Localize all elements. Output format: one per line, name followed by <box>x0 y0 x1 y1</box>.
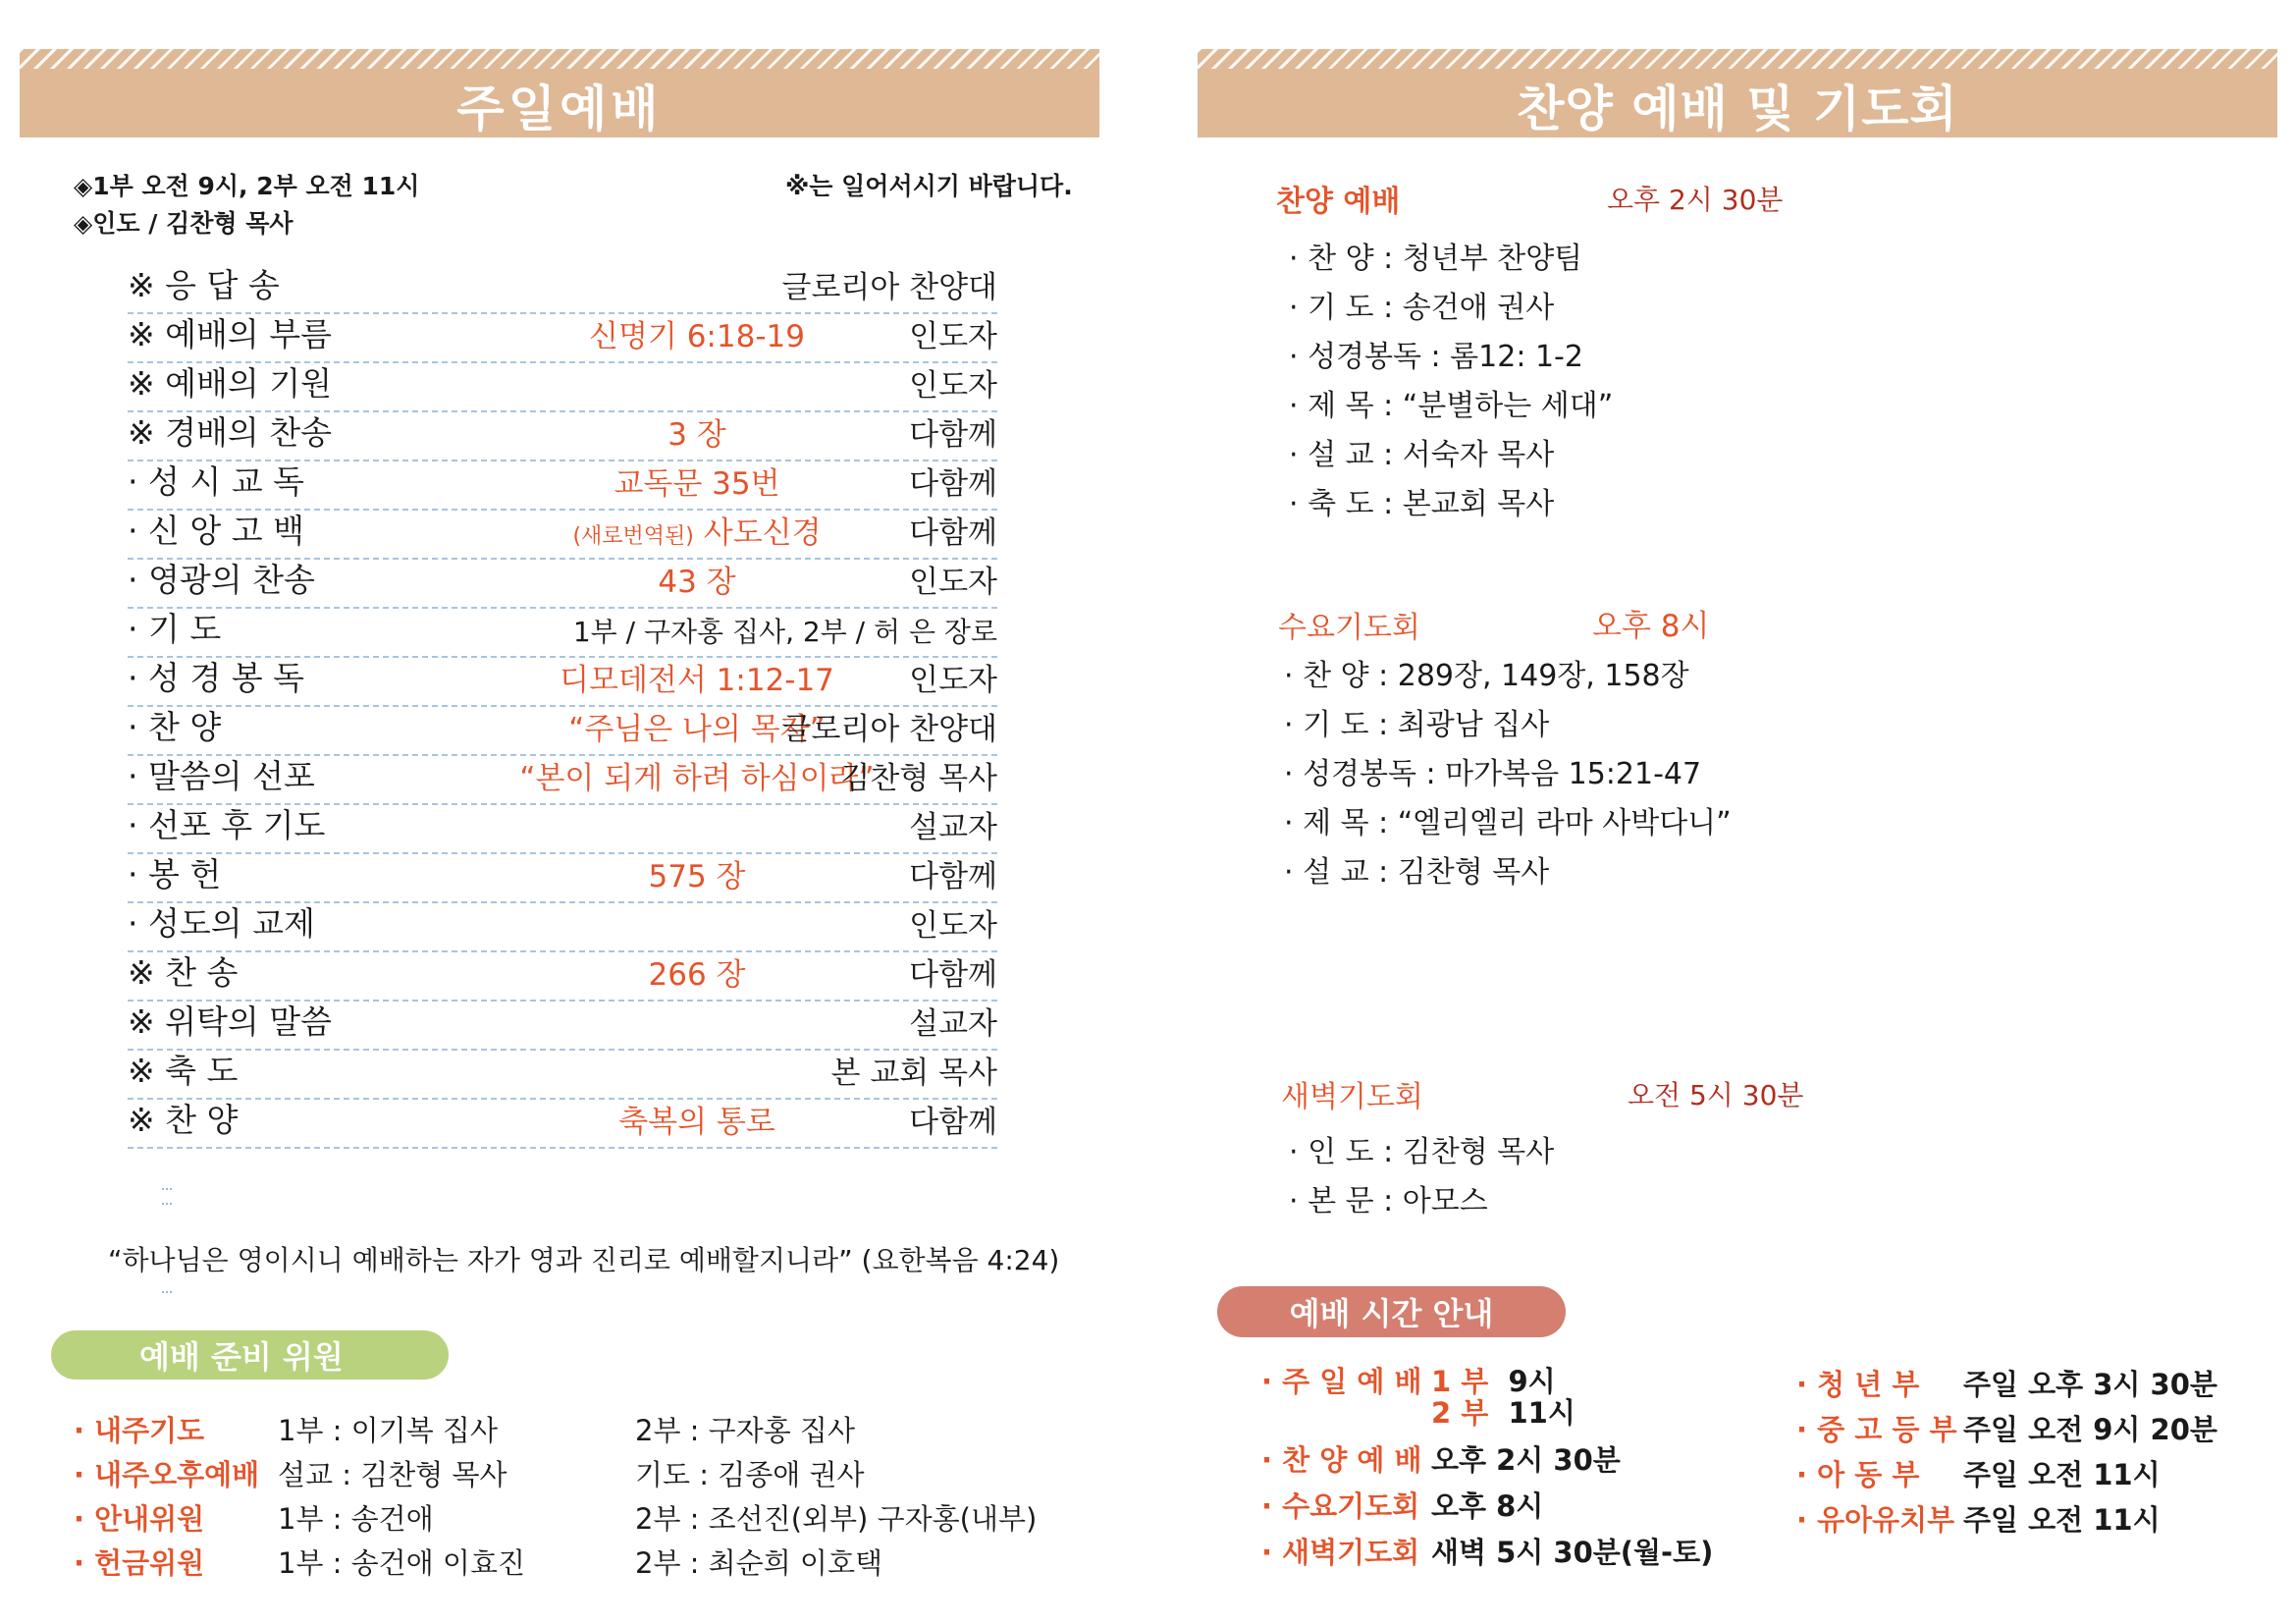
schedule-time: 주일 오후 3시 30분 <box>1963 1368 2217 1401</box>
order-scripture: 266 장 <box>648 957 746 993</box>
divider-dots <box>162 1188 172 1192</box>
order-row <box>128 656 997 707</box>
order-row <box>128 852 997 903</box>
schedule-sub: 1 부 <box>1431 1365 1489 1398</box>
prep-row <box>74 1497 204 1538</box>
schedule-time: 오후 8시 <box>1431 1489 1544 1523</box>
order-item: · 찬 양 <box>128 708 222 746</box>
wednesday-prayer-title: 수요기도회 <box>1278 611 1420 645</box>
order-item: · 성 시 교 독 <box>128 462 304 501</box>
dawn-prayer-title: 새벽기도회 <box>1281 1080 1423 1114</box>
prep-label: · 내주오후예배 <box>74 1458 260 1491</box>
wednesday-detail: · 기 도 : 최광남 집사 <box>1284 708 1550 742</box>
order-leader: 다함께 <box>909 957 997 993</box>
order-leader: 1부 / 구자홍 집사, 2부 / 허 은 장로 <box>572 616 997 648</box>
order-leader: 글로리아 찬양대 <box>781 270 997 305</box>
right-page-title: 찬양 예배 및 기도회 <box>1517 81 1958 137</box>
prep-col1: 1부 : 송건애 이효진 <box>278 1546 525 1580</box>
order-row <box>128 263 997 314</box>
schedule-row <box>1431 1391 1575 1432</box>
divider-dots <box>162 1203 172 1207</box>
praise-detail: · 설 교 : 서숙자 목사 <box>1289 438 1555 472</box>
dawn-detail: · 본 문 : 아모스 <box>1289 1184 1488 1218</box>
wednesday-detail: · 성경봉독 : 마가복음 15:21-47 <box>1284 757 1702 791</box>
order-item: · 영광의 찬송 <box>128 561 315 599</box>
schedule-row <box>1796 1453 1919 1493</box>
left-page-title: 주일예배 <box>456 81 663 137</box>
schedule-time: 새벽 5시 30분(월-토) <box>1431 1536 1714 1569</box>
order-scripture <box>501 508 893 552</box>
praise-detail: · 성경봉독 : 롬12: 1-2 <box>1289 340 1583 374</box>
order-row <box>128 558 997 609</box>
dawn-detail: · 인 도 : 김찬형 목사 <box>1289 1135 1555 1169</box>
wednesday-detail: · 제 목 : “엘리엘리 라마 사박다니” <box>1284 806 1732 840</box>
order-leader: 인도자 <box>909 565 997 600</box>
prep-col2: 2부 : 조선진(외부) 구자홍(내부) <box>635 1502 1038 1536</box>
prep-row <box>74 1409 204 1449</box>
order-item: ※ 축 도 <box>128 1052 239 1090</box>
schedule-time: 주일 오전 9시 20분 <box>1963 1413 2217 1446</box>
schedule-row <box>1261 1360 1421 1400</box>
praise-service-title: 찬양 예배 <box>1276 185 1401 219</box>
prep-col2: 기도 : 김종애 권사 <box>635 1458 865 1491</box>
schedule-label: · 새벽기도회 <box>1261 1536 1420 1569</box>
order-row <box>128 901 997 952</box>
prep-col1: 설교 : 김찬형 목사 <box>278 1458 507 1491</box>
order-row <box>128 1098 997 1149</box>
prep-committee-title: 예배 준비 위원 <box>51 1330 449 1380</box>
order-scripture: 축복의 통로 <box>618 1105 775 1140</box>
order-scripture: 디모데전서 1:12-17 <box>560 663 834 698</box>
order-leader: 인도자 <box>909 663 997 698</box>
standing-note: ※는 일어서시기 바랍니다. <box>785 172 1073 200</box>
order-row <box>128 754 997 805</box>
order-leader: 설교자 <box>909 1006 997 1042</box>
schedule-row <box>1796 1408 1956 1448</box>
praise-detail: · 축 도 : 본교회 목사 <box>1289 487 1555 521</box>
schedule-row <box>1261 1531 1419 1571</box>
wednesday-detail: · 찬 양 : 289장, 149장, 158장 <box>1284 659 1689 693</box>
order-row <box>128 1000 997 1051</box>
prep-row <box>74 1542 204 1582</box>
schedule-label: · 수요기도회 <box>1261 1489 1420 1523</box>
order-item: · 성 경 봉 독 <box>128 659 304 697</box>
prep-col1: 1부 : 이기복 집사 <box>278 1414 498 1447</box>
service-times: ◈1부 오전 9시, 2부 오전 11시 <box>74 172 420 200</box>
right-title-bar <box>1198 49 2277 137</box>
order-scripture: “주님은 나의 목자” <box>568 712 826 747</box>
order-item: ※ 응 답 송 <box>128 266 280 304</box>
order-leader: 본 교회 목사 <box>830 1056 997 1091</box>
order-item: · 말씀의 선포 <box>128 757 315 795</box>
order-row <box>128 509 997 560</box>
order-item: · 봉 헌 <box>128 855 222 893</box>
service-leader: ◈인도 / 김찬형 목사 <box>74 209 294 238</box>
praise-detail: · 기 도 : 송건애 권사 <box>1289 291 1555 325</box>
order-row <box>128 460 997 511</box>
schedule-label: · 아 동 부 <box>1796 1458 1920 1491</box>
order-row <box>128 361 997 412</box>
bible-quote: “하나님은 영이시니 예배하는 자가 영과 진리로 예배할지니라” (요한복음 4:24) <box>108 1244 1060 1276</box>
order-row <box>128 705 997 756</box>
order-item: ※ 위탁의 말씀 <box>128 1002 333 1041</box>
order-item: · 신 앙 고 백 <box>128 512 304 550</box>
order-item: ※ 예배의 기원 <box>128 364 333 403</box>
order-scripture: 575 장 <box>648 859 746 894</box>
praise-detail: · 제 목 : “분별하는 세대” <box>1289 389 1614 423</box>
order-leader: 다함께 <box>909 515 997 551</box>
prep-row <box>74 1453 259 1493</box>
divider-dots <box>162 1291 172 1295</box>
order-scripture: 신명기 6:18-19 <box>589 319 805 354</box>
order-item: · 성도의 교제 <box>128 904 315 943</box>
prep-col2: 2부 : 최순희 이호택 <box>635 1546 882 1580</box>
order-row <box>128 1049 997 1100</box>
left-title-bar <box>20 49 1099 137</box>
schedule-row <box>1261 1485 1419 1525</box>
schedule-time: 주일 오전 11시 <box>1963 1503 2161 1537</box>
order-row <box>128 803 997 854</box>
order-leader: 설교자 <box>909 810 997 845</box>
order-leader: 글로리아 찬양대 <box>781 712 997 747</box>
order-row <box>128 950 997 1001</box>
schedule-row <box>1796 1498 1954 1539</box>
order-item: ※ 찬 송 <box>128 953 239 992</box>
schedule-label: · 유아유치부 <box>1796 1503 1955 1537</box>
wednesday-detail: · 설 교 : 김찬형 목사 <box>1284 855 1550 890</box>
scripture-prefix: (새로번역된) <box>572 524 694 549</box>
praise-detail: · 찬 양 : 청년부 찬양팀 <box>1289 242 1583 276</box>
schedule-time: 11시 <box>1508 1396 1575 1430</box>
schedule-label: · 중 고 등 부 <box>1796 1413 1957 1446</box>
order-scripture: 3 장 <box>667 417 726 453</box>
schedule-time: 오후 2시 30분 <box>1431 1443 1621 1477</box>
order-scripture: 43 장 <box>658 565 736 600</box>
schedule-title: 예배 시간 안내 <box>1217 1286 1566 1337</box>
order-leader: 다함께 <box>909 859 997 894</box>
order-leader: 인도자 <box>909 319 997 354</box>
schedule-row <box>1796 1363 1919 1403</box>
prep-label: · 헌금위원 <box>74 1546 205 1580</box>
order-leader: 김찬형 목사 <box>840 761 997 796</box>
order-item: ※ 경배의 찬송 <box>128 413 333 452</box>
schedule-time: 주일 오전 11시 <box>1963 1458 2161 1491</box>
wednesday-prayer-time: 오후 8시 <box>1592 609 1710 644</box>
prep-col1: 1부 : 송건애 <box>278 1502 434 1536</box>
dawn-prayer-time: 오전 5시 30분 <box>1628 1079 1804 1111</box>
order-leader: 다함께 <box>909 466 997 502</box>
order-row <box>128 410 997 461</box>
order-item: ※ 예배의 부름 <box>128 315 333 353</box>
prep-col2: 2부 : 구자홍 집사 <box>635 1414 855 1447</box>
schedule-time: 9시 <box>1508 1365 1556 1398</box>
prep-label: · 내주기도 <box>74 1414 205 1447</box>
schedule-label: · 찬 양 예 배 <box>1261 1443 1422 1477</box>
order-leader: 다함께 <box>909 417 997 453</box>
order-leader: 다함께 <box>909 1105 997 1140</box>
order-row <box>128 607 997 658</box>
schedule-label: · 주 일 예 배 <box>1261 1365 1422 1398</box>
order-scripture: 교독문 35번 <box>614 466 780 502</box>
schedule-row <box>1261 1438 1421 1479</box>
order-item: · 기 도 <box>128 610 222 648</box>
prep-label: · 안내위원 <box>74 1502 205 1536</box>
order-row <box>128 312 997 363</box>
order-leader: 인도자 <box>909 908 997 944</box>
praise-service-time: 오후 2시 30분 <box>1607 184 1784 216</box>
order-item: ※ 찬 양 <box>128 1101 239 1139</box>
schedule-label: · 청 년 부 <box>1796 1368 1920 1401</box>
order-leader: 인도자 <box>909 368 997 404</box>
schedule-sub: 2 부 <box>1431 1396 1489 1430</box>
order-scripture: “본이 되게 하려 하심이라” <box>519 761 875 796</box>
scripture-text: 사도신경 <box>703 515 822 551</box>
order-item: · 선포 후 기도 <box>128 806 326 844</box>
